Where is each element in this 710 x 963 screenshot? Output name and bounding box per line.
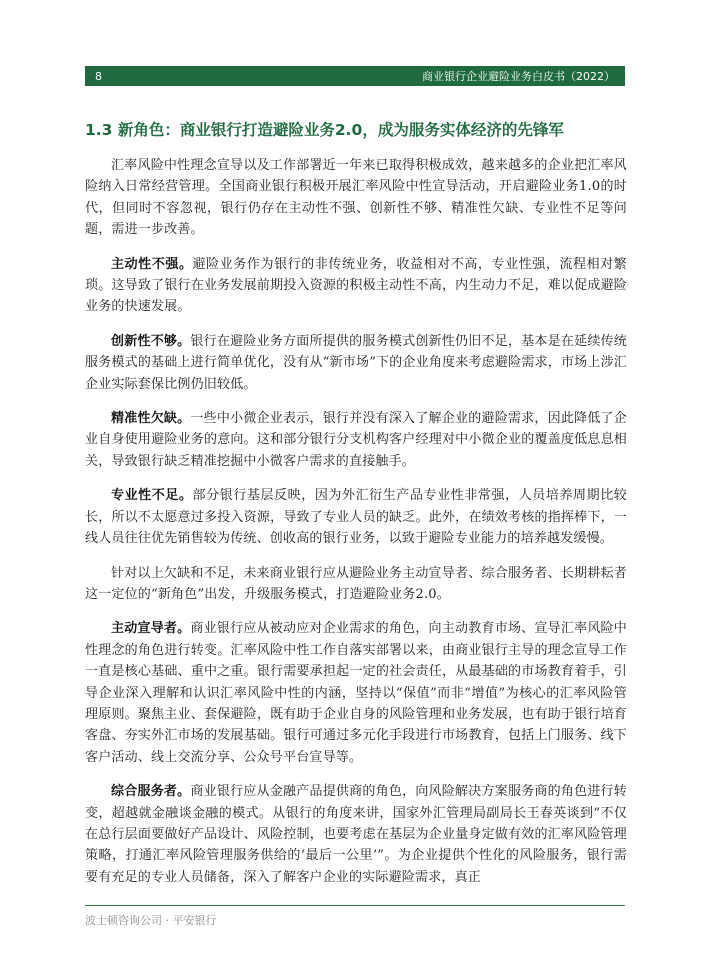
paragraph-text: 商业银行应从金融产品提供商的角色，向风险解决方案服务商的角色进行转变，超越就金融谈金融的模式。从银行的角度来讲，国家外汇管理局副局长王春英谈到“不仅在总行层面要做好产品设计、风险控制，也要考虑在基层为企业量身定做有效的汇率风险管理策略，打通汇率风险管理服务供给的‘最后一公里’”。为企业提供个性化的风险服务，银行需要有充足的专业人员储备，深入了解客户企业的实际避险需求，真正 [85, 784, 627, 885]
paragraph [85, 563, 627, 606]
paragraph [85, 331, 627, 395]
paragraph-lead: 专业性不足。 [111, 488, 193, 504]
footer-text: 波士顿咨询公司 · 平安银行 [85, 914, 217, 927]
paragraph-lead: 主动宣导者。 [111, 621, 191, 637]
paragraph-text: 针对以上欠缺和不足，未来商业银行应从避险业务主动宣导者、综合服务者、长期耕耘者这一定位的“新角色”出发，升级服务模式，打造避险业务2.0。 [85, 565, 627, 602]
document-title: 商业银行企业避险业务白皮书（2022） [422, 70, 615, 83]
paragraph-lead: 创新性不够。 [111, 333, 191, 349]
paragraph [85, 781, 627, 888]
body-text [85, 155, 627, 901]
paragraph [85, 408, 627, 472]
paragraph [85, 254, 627, 318]
paragraph [85, 618, 627, 768]
paragraph-lead: 综合服务者。 [111, 784, 191, 800]
section-title: 1.3 新角色：商业银行打造避险业务2.0，成为服务实体经济的先锋军 [85, 121, 564, 139]
page-number: 8 [95, 69, 102, 83]
paragraph-text: 部分银行基层反映，因为外汇衍生产品专业性非常强，人员培养周期比较长，所以不太愿意过多投入资源，导致了专业人员的缺乏。此外，在绩效考核的指挥棒下，一线人员往往优先销售较为传统、创收高的银行业务，以致于避险专业能力的培养越发缓慢。 [85, 488, 628, 547]
footer-divider [85, 905, 625, 906]
paragraph [85, 155, 627, 241]
paragraph [85, 485, 627, 549]
paragraph-text: 银行在避险业务方面所提供的服务模式创新性仍旧不足，基本是在延续传统服务模式的基础上进行简单优化，没有从“新市场”下的企业角度来考虑避险需求，市场上涉汇企业实际套保比例仍旧较低。 [85, 333, 627, 392]
paragraph-lead: 主动性不强。 [111, 256, 193, 272]
paragraph-lead: 精准性欠缺。 [111, 411, 191, 427]
paragraph-text: 一些中小微企业表示，银行并没有深入了解企业的避险需求，因此降低了企业自身使用避险业务的意向。这和部分银行分支机构客户经理对中小微企业的覆盖度低息息相关，导致银行缺乏精准挖掘中小微客户需求的直接触手。 [85, 411, 627, 469]
paragraph-text: 商业银行应从被动应对企业需求的角色，向主动教育市场、宣导汇率风险中性理念的角色进行转变。汇率风险中性工作自落实部署以来，由商业银行主导的理念宣导工作一直是核心基础、重中之重。银行需要承担起一定的社会责任，从最基础的市场教育着手，引导企业深入理解和认识汇率风险中性的内涵，坚持以“保值”而非“增值”为核心的汇率风险管理原则。聚焦主业、套保避险，既有助于企业自身的风险管理和业务发展，也有助于银行培育客盘、夯实外汇市场的发展基础。银行可通过多元化手段进行市场教育，包括上门服务、线下客户活动、线上交流分享、公众号平台宣导等。 [85, 621, 627, 765]
header-bar [85, 66, 625, 86]
paragraph-text: 避险业务作为银行的非传统业务，收益相对不高，专业性强，流程相对繁琐。这导致了银行在业务发展前期投入资源的积极主动性不高，内生动力不足，难以促成避险业务的快速发展。 [85, 256, 628, 315]
paragraph-text: 汇率风险中性理念宣导以及工作部署近一年来已取得积极成效，越来越多的企业把汇率风险纳入日常经营管理。全国商业银行积极开展汇率风险中性宣导活动，开启避险业务1.0的时代，但同时不容忽视，银行仍存在主动性不强、创新性不够、精准性欠缺、专业性不足等问题，需进一步改善。 [85, 158, 627, 238]
